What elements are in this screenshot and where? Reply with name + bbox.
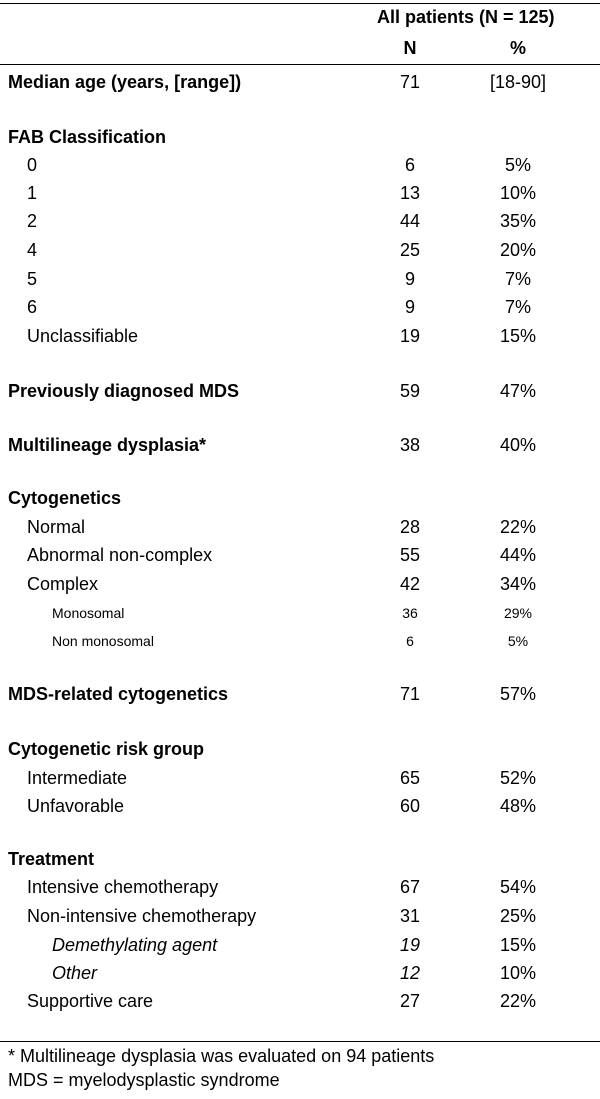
cell-percent: 35% (499, 211, 537, 231)
column-header-n: N (403, 38, 417, 58)
cell-percent: 5% (507, 633, 529, 649)
cell-n: 13 (399, 183, 421, 203)
cell-n: 31 (399, 906, 421, 926)
row-label: Complex (27, 574, 99, 594)
cell-n: 44 (399, 211, 421, 231)
cell-n: 9 (404, 297, 415, 317)
table-row (0, 207, 600, 235)
table-row (0, 151, 600, 179)
cell-percent: 7% (504, 297, 531, 317)
cell-n: 55 (399, 545, 421, 565)
cell-n: 71 (399, 72, 421, 92)
cell-percent: 20% (499, 240, 537, 260)
table-row (0, 570, 600, 598)
cell-n: 19 (399, 326, 421, 346)
table-row (0, 627, 600, 655)
row-label: Multilineage dysplasia* (8, 435, 207, 455)
cell-percent: 48% (499, 796, 537, 816)
cell-percent: 54% (499, 877, 537, 897)
row-label: 2 (27, 211, 38, 231)
footnote-multilineage: * Multilineage dysplasia was evaluated on 94 patients (8, 1046, 435, 1066)
table-row (0, 179, 600, 207)
table-row (0, 68, 600, 96)
table-row (0, 845, 600, 873)
cell-n: 27 (399, 991, 421, 1011)
row-label: Non monosomal (52, 633, 154, 649)
cell-n: 12 (399, 963, 421, 983)
cell-percent: 25% (499, 906, 537, 926)
cell-percent: 15% (499, 326, 537, 346)
row-label: 5 (27, 269, 38, 289)
row-label: Treatment (8, 849, 95, 869)
cell-percent: [18-90] (489, 72, 547, 92)
cell-percent: 7% (504, 269, 531, 289)
table-row (0, 735, 600, 763)
cell-percent: 47% (499, 381, 537, 401)
cell-percent: 5% (504, 155, 531, 175)
table-row (0, 987, 600, 1015)
row-label: Unclassifiable (27, 326, 139, 346)
row-label: Intermediate (27, 768, 128, 788)
cell-n: 38 (399, 435, 421, 455)
row-label: Previously diagnosed MDS (8, 381, 240, 401)
cell-n: 28 (399, 517, 421, 537)
table-row (0, 902, 600, 930)
row-label: 4 (27, 240, 38, 260)
table-row (0, 792, 600, 820)
cell-n: 59 (399, 381, 421, 401)
table-row (0, 293, 600, 321)
row-label: Demethylating agent (52, 935, 218, 955)
row-label: Abnormal non-complex (27, 545, 213, 565)
table-row (0, 873, 600, 901)
table-row (0, 541, 600, 569)
table-row (0, 764, 600, 792)
table-row (0, 599, 600, 627)
cell-n: 6 (406, 633, 414, 649)
row-label: Normal (27, 517, 86, 537)
row-label: 0 (27, 155, 38, 175)
cell-n: 36 (402, 605, 418, 621)
row-label: Monosomal (52, 605, 125, 621)
cell-percent: 44% (499, 545, 537, 565)
top-rule (0, 3, 600, 4)
row-label: Cytogenetic risk group (8, 739, 205, 759)
cell-percent: 29% (503, 605, 533, 621)
row-label: MDS-related cytogenetics (8, 684, 229, 704)
cell-percent: 22% (499, 517, 537, 537)
row-label: Other (52, 963, 98, 983)
row-label: Cytogenetics (8, 488, 122, 508)
cell-percent: 10% (499, 963, 537, 983)
cell-percent: 52% (499, 768, 537, 788)
cell-percent: 40% (499, 435, 537, 455)
table-row (0, 959, 600, 987)
table-row (0, 265, 600, 293)
cell-percent: 22% (499, 991, 537, 1011)
footnote-abbreviation: MDS = myelodysplastic syndrome (8, 1070, 280, 1090)
table-row (0, 322, 600, 350)
row-label: Intensive chemotherapy (27, 877, 219, 897)
table-row (0, 123, 600, 151)
cell-n: 9 (404, 269, 415, 289)
table-row (0, 931, 600, 959)
cell-n: 65 (399, 768, 421, 788)
row-label: Unfavorable (27, 796, 125, 816)
cell-percent: 34% (499, 574, 537, 594)
row-label: FAB Classification (8, 127, 167, 147)
table-row (0, 377, 600, 405)
row-label: 1 (27, 183, 38, 203)
cell-percent: 10% (499, 183, 537, 203)
cell-n: 60 (399, 796, 421, 816)
row-label: 6 (27, 297, 38, 317)
row-label: Non-intensive chemotherapy (27, 906, 257, 926)
cell-n: 42 (399, 574, 421, 594)
table-row (0, 484, 600, 512)
cell-n: 67 (399, 877, 421, 897)
row-label: Supportive care (27, 991, 154, 1011)
bottom-rule (0, 1041, 600, 1042)
cell-percent: 15% (499, 935, 537, 955)
group-header: All patients (N = 125) (377, 7, 555, 27)
cell-n: 6 (404, 155, 415, 175)
row-label: Median age (years, [range]) (8, 72, 242, 92)
cell-n: 25 (399, 240, 421, 260)
column-header-percent: % (509, 38, 526, 58)
cell-n: 71 (399, 684, 421, 704)
header-rule (0, 64, 600, 65)
table-row (0, 680, 600, 708)
cell-percent: 57% (499, 684, 537, 704)
table-row (0, 431, 600, 459)
table-row (0, 236, 600, 264)
cell-n: 19 (399, 935, 421, 955)
table-row (0, 513, 600, 541)
